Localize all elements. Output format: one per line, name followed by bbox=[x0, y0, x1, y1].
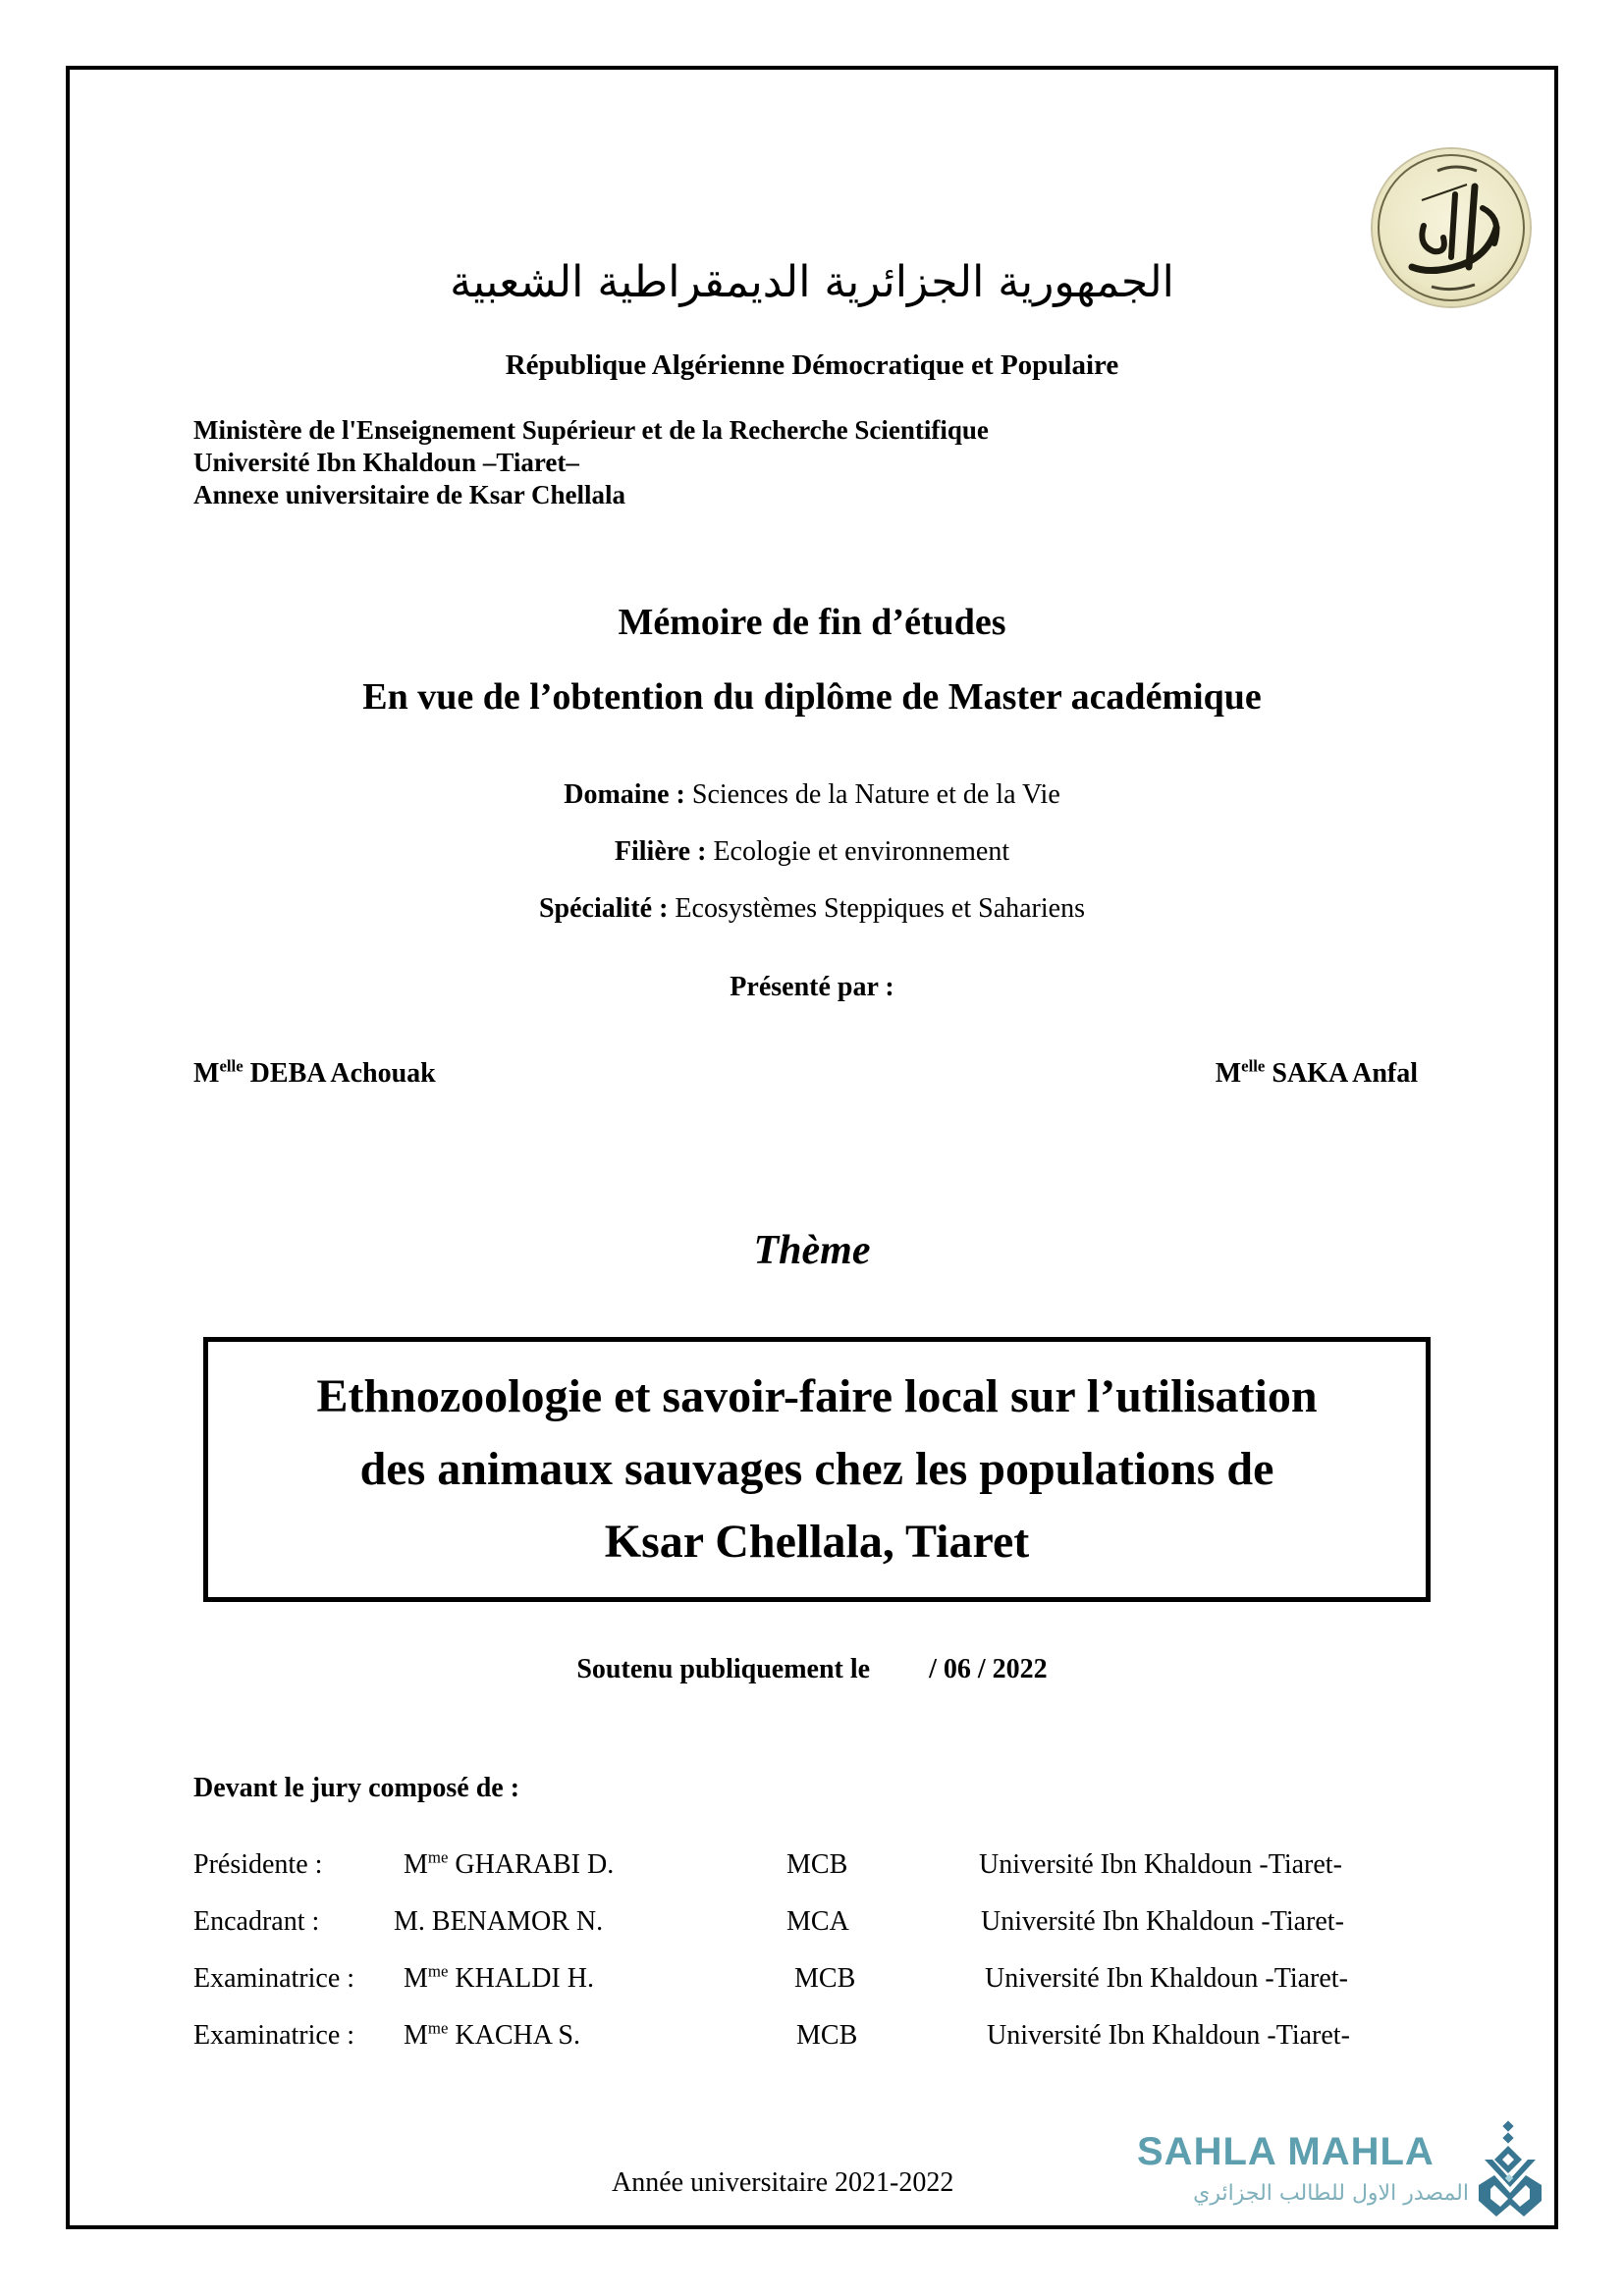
theme-label: Thème bbox=[753, 1228, 871, 1273]
jury-member bbox=[193, 1849, 1470, 1889]
defense-date-value: / 06 / 2022 bbox=[929, 1654, 1048, 1684]
watermark-brand: SAHLA MAHLA bbox=[1137, 2130, 1435, 2173]
academic-year: Année universitaire 2021-2022 bbox=[612, 2167, 954, 2198]
jury-name: $M^{me}$ GHARABI D. bbox=[404, 1847, 615, 1880]
jury-name: $M^{me}$ KACHA S. bbox=[404, 2018, 581, 2051]
jury-institution: Université Ibn Khaldoun -Tiaret- bbox=[987, 2020, 1350, 2051]
jury-member bbox=[193, 1906, 1470, 1946]
field-value: Ecosystèmes Steppiques et Sahariens bbox=[668, 893, 1085, 924]
jury-name: $M^{me}$ KHALDI H. bbox=[404, 1961, 594, 1994]
student-title-sup: elle bbox=[1241, 1056, 1266, 1076]
thesis-title-line: des animaux sauvages chez les populations de bbox=[359, 1443, 1274, 1495]
jury-grade: MCB bbox=[794, 1963, 856, 1994]
defense-date bbox=[66, 1654, 1558, 1685]
jury-role: Examinatrice : bbox=[193, 1963, 355, 1994]
jury-institution: Université Ibn Khaldoun -Tiaret- bbox=[979, 1849, 1342, 1880]
student-name: DEBA Achouak bbox=[243, 1058, 436, 1089]
student-prefix: M bbox=[1215, 1058, 1242, 1089]
page-border bbox=[66, 66, 1558, 2229]
presented-by-label: Présenté par : bbox=[730, 972, 894, 1002]
thesis-title-line: Ethnozoologie et savoir-faire local sur l’utilisation bbox=[316, 1370, 1318, 1422]
jury-institution: Université Ibn Khaldoun -Tiaret- bbox=[981, 1906, 1344, 1937]
sahla-mahla-logo-icon bbox=[1471, 2120, 1549, 2228]
field-label: Spécialité : bbox=[538, 893, 669, 924]
memoire-subtitle: En vue de l’obtention du diplôme de Master académique bbox=[362, 676, 1262, 718]
jury-member bbox=[193, 2020, 1470, 2059]
memoire-title: Mémoire de fin d’études bbox=[618, 602, 1006, 643]
arabic-title bbox=[66, 257, 1558, 307]
jury-grade: MCB bbox=[786, 1849, 848, 1880]
thesis-title-box bbox=[203, 1337, 1431, 1602]
thesis-title-line: Ksar Chellala, Tiaret bbox=[604, 1516, 1030, 1568]
field-label: Domaine : bbox=[564, 779, 685, 810]
jury-role: Examinatrice : bbox=[193, 2020, 355, 2051]
jury-role: Encadrant : bbox=[193, 1906, 320, 1937]
jury-member bbox=[193, 1963, 1470, 2002]
student-title-sup: elle bbox=[219, 1056, 244, 1076]
republic-title: République Algérienne Démocratique et Populaire bbox=[505, 349, 1119, 381]
ministry-line: Ministère de l'Enseignement Supérieur et de la Recherche Scientifique bbox=[193, 415, 989, 445]
field-value: Ecologie et environnement bbox=[706, 836, 1010, 867]
jury-grade: MCA bbox=[786, 1906, 849, 1937]
university-line: Université Ibn Khaldoun –Tiaret– bbox=[193, 448, 579, 477]
jury-institution: Université Ibn Khaldoun -Tiaret- bbox=[985, 1963, 1348, 1994]
jury-role: Présidente : bbox=[193, 1849, 323, 1880]
jury-heading: Devant le jury composé de : bbox=[193, 1773, 520, 1803]
field-filiere bbox=[66, 836, 1558, 868]
jury-name: M. BENAMOR N. bbox=[394, 1906, 604, 1937]
student-1 bbox=[193, 1058, 436, 1090]
student-name: SAKA Anfal bbox=[1265, 1058, 1418, 1089]
field-label: Filière : bbox=[614, 836, 707, 867]
student-2 bbox=[1216, 1058, 1418, 1090]
watermark-tagline: المصدر الاول للطالب الجزائري bbox=[1193, 2181, 1469, 2206]
arabic-title-text: الجمهورية الجزائرية الديمقراطية الشعبية bbox=[450, 257, 1174, 307]
student-prefix: M bbox=[193, 1058, 220, 1089]
field-specialite bbox=[66, 893, 1558, 925]
defense-label: Soutenu publiquement le bbox=[576, 1654, 871, 1684]
field-value: Sciences de la Nature et de la Vie bbox=[684, 779, 1060, 810]
sahla-mahla-watermark bbox=[1137, 2128, 1559, 2226]
jury-grade: MCB bbox=[796, 2020, 858, 2051]
annex-line: Annexe universitaire de Ksar Chellala bbox=[193, 480, 625, 509]
field-domaine bbox=[66, 779, 1558, 811]
